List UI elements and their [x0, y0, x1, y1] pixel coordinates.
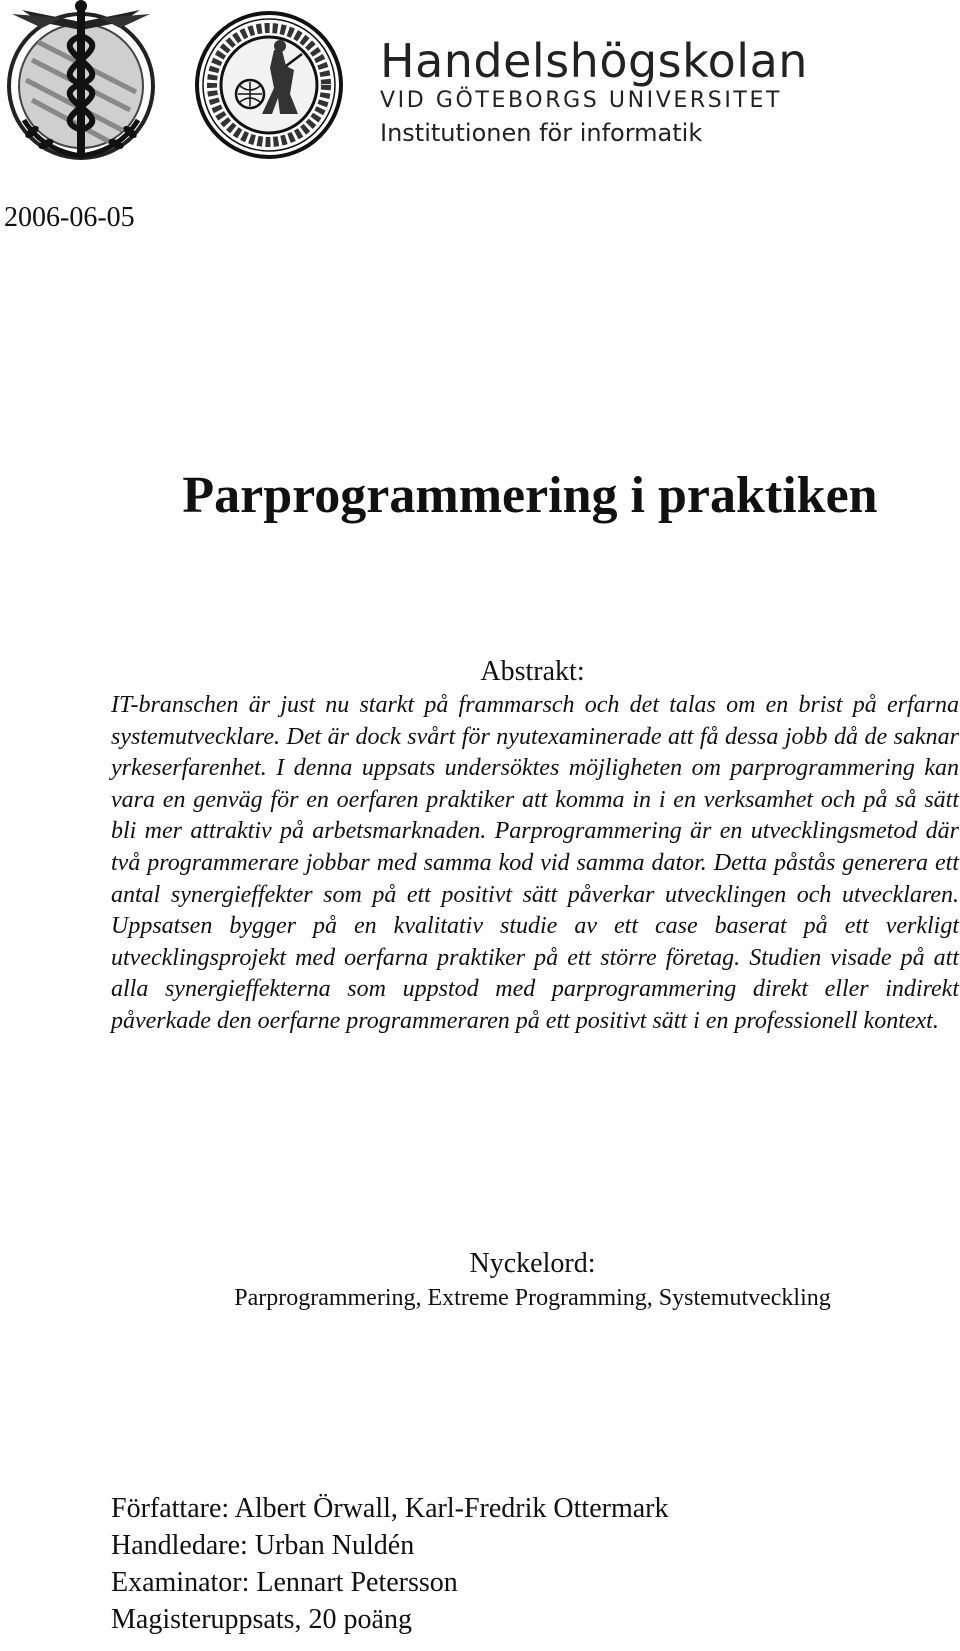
brand-subtitle: VID GÖTEBORGS UNIVERSITET: [380, 88, 783, 113]
document-date: 2006-06-05: [4, 202, 135, 233]
caduceus-emblem-icon: [2, 0, 160, 162]
header: [0, 0, 960, 170]
authors-line: Författare: Albert Örwall, Karl-Fredrik Ottermark: [111, 1493, 669, 1524]
supervisor-line: Handledare: Urban Nuldén: [111, 1530, 415, 1561]
university-seal-icon: [190, 10, 348, 160]
keywords-text: Parprogrammering, Extreme Programming, Systemutveckling: [234, 1285, 831, 1311]
examiner-line: Examinator: Lennart Petersson: [111, 1567, 458, 1598]
abstract-text: IT-branschen är just nu starkt på frammarsch och det talas om en brist på erfarna systemutvecklare. Det är dock svårt för nyutexaminerade att få dessa jobb då de saknar yrkeserfarenhet. I denna uppsats undersöktes möjligheten om parprogrammering kan vara en genväg för en oerfaren praktiker att komma in i en verksamhet och på så sätt bli mer attraktiv på arbetsmarknaden. Parprogrammering är en utvecklingsmetod där två programmerare jobbar med samma kod vid samma dator. Detta påstås generera ett antal synergieffekter som på ett positivt sätt påverkar utvecklingen och utvecklaren. Uppsatsen bygger på en kvalitativ studie av ett case baserat på ett verkligt utvecklingsprojekt med oerfarna praktiker på ett större företag. Studien visade på att alla synergieffekterna som uppstod med parprogrammering direkt eller indirekt påverkade den oerfarne programmeraren på ett positivt sätt i en professionell kontext.: [111, 692, 959, 1034]
thesis-metadata: [111, 1490, 668, 1638]
brand-title: Handelshögskolan: [380, 34, 808, 88]
abstract-heading: Abstrakt:: [480, 656, 585, 687]
institution-brand: [380, 36, 808, 150]
degree-line: Magisteruppsats, 20 poäng: [111, 1604, 412, 1635]
brand-department: Institutionen för informatik: [380, 119, 703, 147]
keywords-heading: Nyckelord:: [469, 1248, 596, 1279]
document-title: Parprogrammering i praktiken: [182, 467, 878, 524]
